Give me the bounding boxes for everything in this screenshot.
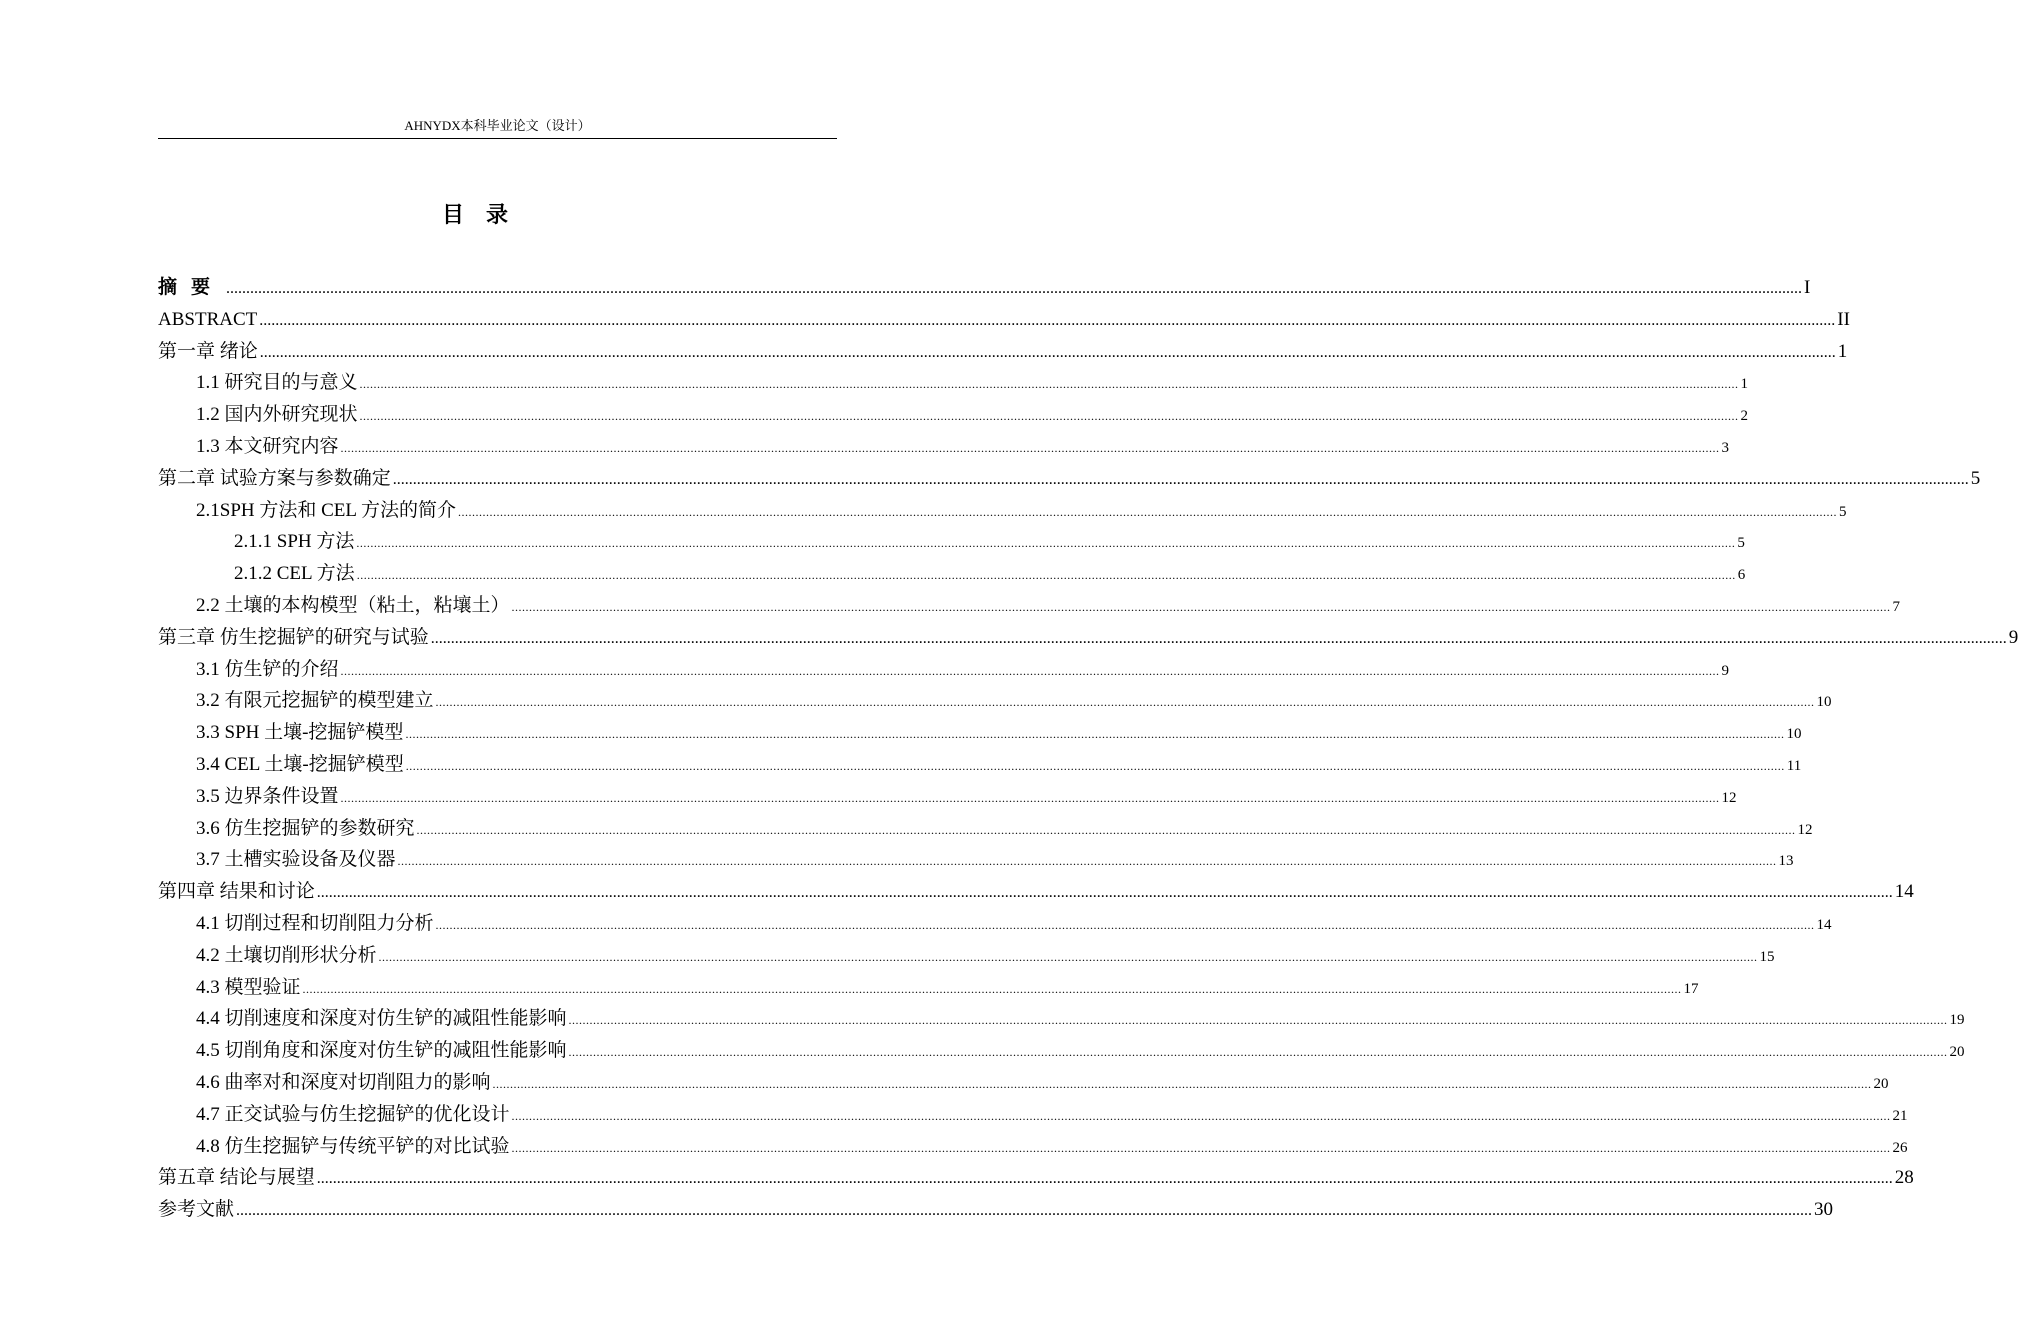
toc-entry-label: 第二章 试验方案与参数确定 [158, 467, 391, 489]
toc-entry-page-number: 15 [1759, 948, 1775, 965]
toc-entry[interactable] [158, 495, 1847, 527]
toc-entry[interactable] [158, 1099, 1908, 1131]
toc-entry-page-number: 13 [1778, 853, 1794, 870]
toc-entry[interactable] [158, 1067, 1889, 1099]
toc-entry-label: 3.4 CEL 土壤-挖掘铲模型 [196, 753, 404, 775]
toc-entry[interactable] [158, 367, 1749, 399]
toc-entry-label: 第三章 仿生挖掘铲的研究与试验 [158, 626, 429, 648]
toc-entry[interactable] [158, 272, 1811, 304]
toc-dot-leader: .......................................................................................................................................................................................................................................................................................................................................................................................................... [430, 629, 2007, 647]
toc-entry-label: 4.3 模型验证 [196, 976, 301, 998]
toc-entry-label: 4.4 切削速度和深度对仿生铲的减阻性能影响 [196, 1008, 567, 1030]
toc-entry[interactable] [158, 781, 1737, 813]
toc-entry-page-number: 14 [1816, 916, 1832, 933]
toc-entry[interactable] [158, 622, 2018, 654]
toc-dot-leader: .......................................................................................................................................................................................................................................................................................................................................................................................................... [356, 568, 1736, 583]
toc-dot-leader: .......................................................................................................................................................................................................................................................................................................................................................................................................... [359, 409, 1739, 424]
toc-entry-label: 第一章 绪论 [158, 340, 258, 362]
toc-entry-label: 2.1.2 CEL 方法 [234, 563, 355, 585]
toc-dot-leader: .......................................................................................................................................................................................................................................................................................................................................................................................................... [316, 884, 1893, 902]
toc-entry-label: 4.5 切削角度和深度对仿生铲的减阻性能影响 [196, 1040, 567, 1062]
toc-entry[interactable] [158, 717, 1802, 749]
toc-entry[interactable] [158, 972, 1699, 1004]
toc-dot-leader: .......................................................................................................................................................................................................................................................................................................................................................................................................... [458, 504, 1838, 519]
toc-entry[interactable] [158, 1194, 1834, 1226]
toc-dot-leader: .......................................................................................................................................................................................................................................................................................................................................................................................................... [392, 470, 1969, 488]
toc-entry-page-number: 5 [1839, 503, 1847, 520]
toc-dot-leader: .......................................................................................................................................................................................................................................................................................................................................................................................................... [259, 311, 1836, 329]
toc-dot-leader: .......................................................................................................................................................................................................................................................................................................................................................................................................... [340, 440, 1720, 455]
toc-entry-label: 参考文献 [158, 1199, 235, 1221]
toc-entry-label: 1.3 本文研究内容 [196, 435, 339, 457]
toc-entry-page-number: 3 [1721, 439, 1730, 456]
toc-entry-label: 4.8 仿生挖掘铲与传统平铲的对比试验 [196, 1135, 510, 1157]
toc-dot-leader: .......................................................................................................................................................................................................................................................................................................................................................................................................... [226, 280, 1803, 297]
toc-entry[interactable] [158, 749, 1802, 781]
toc-dot-leader: .......................................................................................................................................................................................................................................................................................................................................................................................................... [511, 599, 1891, 614]
toc-dot-leader: .......................................................................................................................................................................................................................................................................................................................................................................................................... [511, 1108, 1891, 1123]
toc-entry-label: 3.3 SPH 土壤-挖掘铲模型 [196, 722, 404, 744]
toc-entry-label: 2.2 土壤的本构模型（粘土，粘壤土） [196, 594, 510, 616]
toc-entry-page-number: II [1837, 308, 1850, 330]
toc-dot-leader: .......................................................................................................................................................................................................................................................................................................................................................................................................... [259, 343, 1836, 361]
toc-entry-page-number: 10 [1816, 694, 1832, 711]
toc-entry-page-number: 20 [1873, 1075, 1889, 1092]
toc-entry-label: 3.1 仿生铲的介绍 [196, 658, 339, 680]
toc-entry[interactable] [158, 526, 1745, 558]
toc-entry-label: 4.7 正交试验与仿生挖掘铲的优化设计 [196, 1103, 510, 1125]
toc-entry[interactable] [158, 1035, 1965, 1067]
toc-entry[interactable] [158, 590, 1901, 622]
toc-dot-leader: .......................................................................................................................................................................................................................................................................................................................................................................................................... [435, 917, 1815, 932]
toc-entry[interactable] [158, 336, 1848, 368]
toc-dot-leader: .......................................................................................................................................................................................................................................................................................................................................................................................................... [236, 1202, 1813, 1220]
toc-dot-leader: .......................................................................................................................................................................................................................................................................................................................................................................................................... [302, 981, 1682, 996]
toc-entry[interactable] [158, 1162, 1914, 1194]
toc-entry-page-number: 1 [1740, 376, 1749, 393]
toc-entry-label: 第五章 结论与展望 [158, 1167, 315, 1189]
toc-dot-leader: .......................................................................................................................................................................................................................................................................................................................................................................................................... [435, 695, 1815, 710]
toc-entry-page-number: 10 [1786, 726, 1802, 743]
toc-entry-page-number: 11 [1786, 757, 1802, 774]
toc-entry[interactable] [158, 463, 1981, 495]
toc-entry-page-number: 14 [1894, 881, 1914, 903]
toc-entry-label: 2.1.1 SPH 方法 [234, 531, 355, 553]
toc-dot-leader: .......................................................................................................................................................................................................................................................................................................................................................................................................... [359, 377, 1739, 392]
toc-entry-label: 2.1SPH 方法和 CEL 方法的简介 [196, 499, 457, 521]
toc-entry[interactable] [158, 844, 1794, 876]
toc-entry[interactable] [158, 399, 1749, 431]
toc-dot-leader: .......................................................................................................................................................................................................................................................................................................................................................................................................... [511, 1140, 1891, 1155]
toc-dot-leader: .......................................................................................................................................................................................................................................................................................................................................................................................................... [397, 854, 1777, 869]
toc-entry-label: ABSTRACT [158, 308, 258, 330]
toc-dot-leader: .......................................................................................................................................................................................................................................................................................................................................................................................................... [378, 949, 1758, 964]
table-of-contents [158, 272, 2018, 1226]
toc-entry-label: 1.1 研究目的与意义 [196, 372, 358, 394]
toc-entry-label: 1.2 国内外研究现状 [196, 404, 358, 426]
toc-entry[interactable] [158, 1131, 1908, 1163]
toc-entry-page-number: 21 [1892, 1107, 1908, 1124]
toc-entry-label: 摘要 [158, 276, 225, 298]
toc-entry-label: 4.6 曲率对和深度对切削阻力的影响 [196, 1071, 491, 1093]
toc-entry-page-number: 28 [1894, 1167, 1914, 1189]
toc-entry-page-number: 5 [1970, 467, 1981, 489]
toc-entry-label: 4.1 切削过程和切削阻力分析 [196, 912, 434, 934]
toc-entry-page-number: 1 [1837, 340, 1848, 362]
toc-entry[interactable] [158, 813, 1813, 845]
toc-dot-leader: .......................................................................................................................................................................................................................................................................................................................................................................................................... [405, 758, 1785, 773]
toc-entry-label: 3.5 边界条件设置 [196, 785, 339, 807]
toc-entry-page-number: 26 [1892, 1139, 1908, 1156]
toc-entry-label: 第四章 结果和讨论 [158, 881, 315, 903]
toc-entry-page-number: 6 [1737, 567, 1746, 584]
toc-entry-page-number: I [1804, 277, 1811, 298]
toc-dot-leader: .......................................................................................................................................................................................................................................................................................................................................................................................................... [416, 822, 1796, 837]
toc-dot-leader: .......................................................................................................................................................................................................................................................................................................................................................................................................... [340, 790, 1720, 805]
page-header: AHNYDX本科毕业论文（设计） [404, 118, 591, 133]
toc-entry-page-number: 12 [1797, 821, 1813, 838]
toc-entry-label: 4.2 土壤切削形状分析 [196, 944, 377, 966]
toc-entry[interactable] [158, 908, 1832, 940]
toc-dot-leader: .......................................................................................................................................................................................................................................................................................................................................................................................................... [405, 727, 1785, 742]
toc-entry-label: 3.6 仿生挖掘铲的参数研究 [196, 817, 415, 839]
toc-entry-label: 3.2 有限元挖掘铲的模型建立 [196, 690, 434, 712]
toc-entry[interactable] [158, 654, 1730, 686]
toc-entry-page-number: 12 [1721, 789, 1737, 806]
toc-entry-label: 3.7 土槽实验设备及仪器 [196, 849, 396, 871]
toc-entry-page-number: 9 [1721, 662, 1730, 679]
toc-entry[interactable] [158, 685, 1832, 717]
toc-entry-page-number: 30 [1814, 1199, 1834, 1221]
toc-entry-page-number: 7 [1892, 598, 1901, 615]
toc-dot-leader: .......................................................................................................................................................................................................................................................................................................................................................................................................... [492, 1076, 1872, 1091]
toc-entry[interactable] [158, 304, 1850, 336]
toc-entry-page-number: 5 [1737, 535, 1745, 552]
header-rule [158, 138, 837, 139]
toc-entry-page-number: 17 [1683, 980, 1699, 997]
toc-entry[interactable] [158, 940, 1775, 972]
toc-dot-leader: .......................................................................................................................................................................................................................................................................................................................................................................................................... [356, 536, 1736, 551]
toc-dot-leader: .......................................................................................................................................................................................................................................................................................................................................................................................................... [340, 663, 1720, 678]
toc-entry-page-number: 2 [1740, 408, 1749, 425]
toc-dot-leader: .......................................................................................................................................................................................................................................................................................................................................................................................................... [568, 1045, 1948, 1060]
toc-entry[interactable] [158, 876, 1914, 908]
toc-entry[interactable] [158, 431, 1730, 463]
toc-entry[interactable] [158, 558, 1746, 590]
toc-entry-page-number: 19 [1949, 1012, 1965, 1029]
toc-dot-leader: .......................................................................................................................................................................................................................................................................................................................................................................................................... [316, 1170, 1893, 1188]
toc-entry-page-number: 9 [2008, 626, 2018, 648]
toc-title: 目录 [441, 203, 530, 228]
toc-dot-leader: .......................................................................................................................................................................................................................................................................................................................................................................................................... [568, 1013, 1948, 1028]
toc-entry[interactable] [158, 1003, 1965, 1035]
toc-entry-page-number: 20 [1949, 1044, 1965, 1061]
